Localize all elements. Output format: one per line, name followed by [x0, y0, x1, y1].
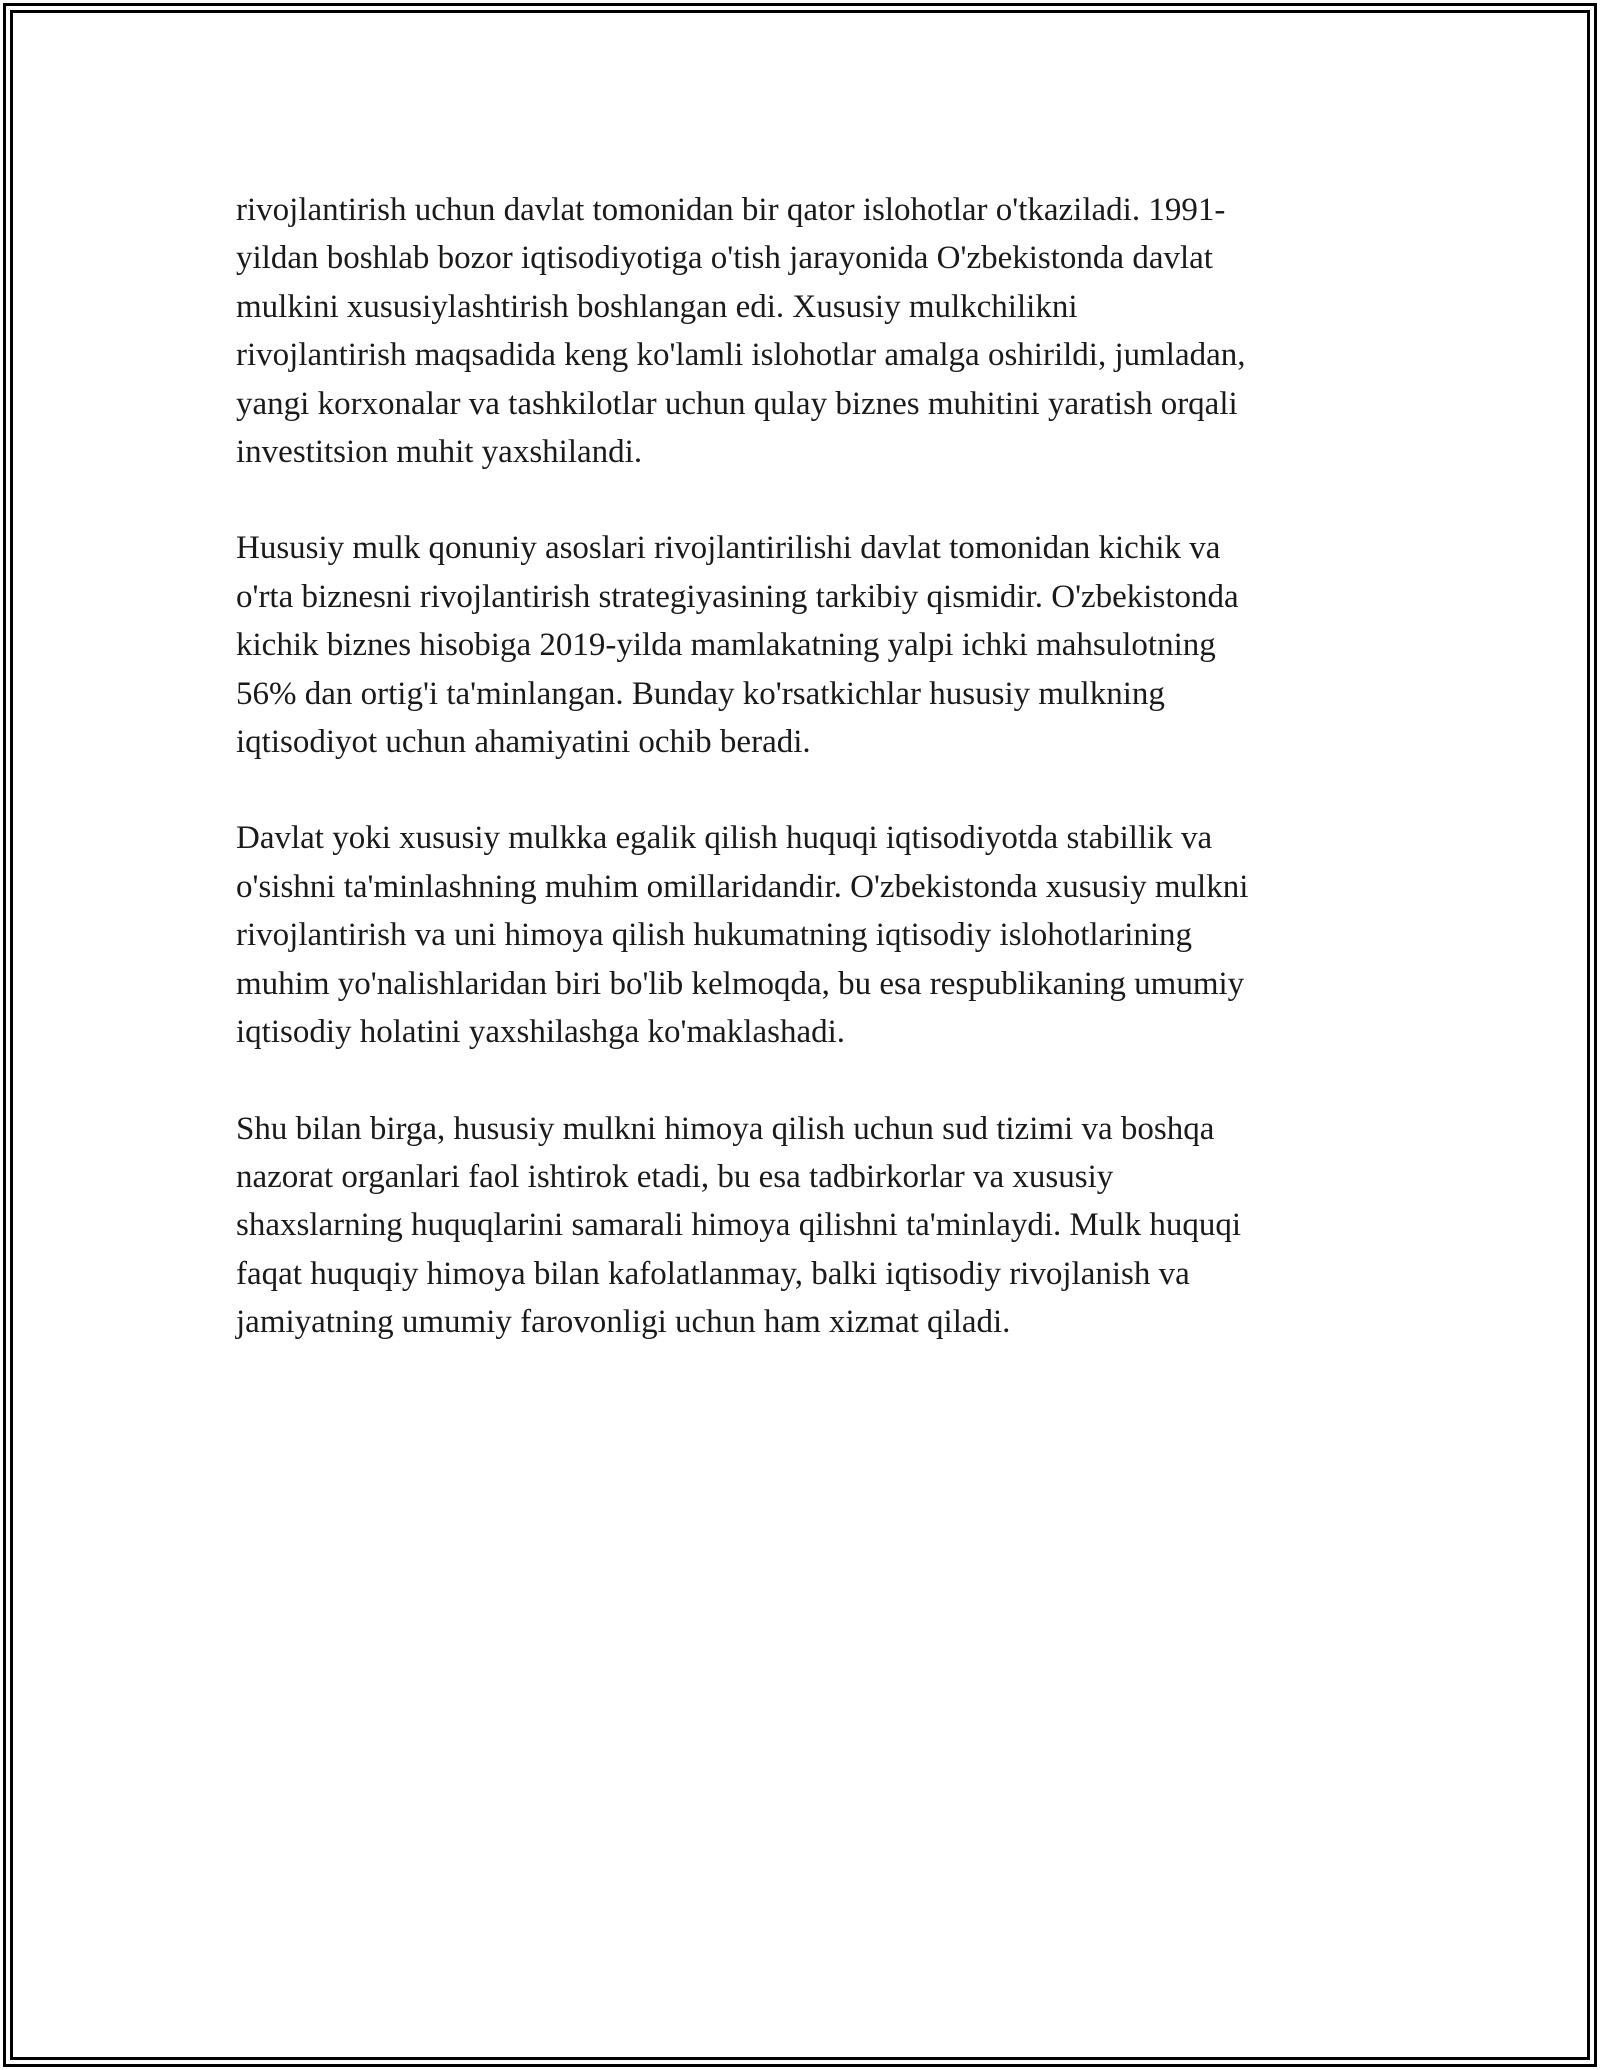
- paragraph-4: Shu bilan birga, hususiy mulkni himoya qilish uchun sud tizimi va boshqa nazorat organlari faol ishtirok etadi, bu esa tadbirkorlar va xususiy shaxslarning huquqlarini samarali himoya qilishni ta'minlaydi. Mulk huquqi faqat huquqiy himoya bilan kafolatlanmay, balki iqtisodiy rivojlanish va jamiyatning umumiy farovonligi uchun ham xizmat qiladi.: [236, 1110, 1241, 1341]
- paragraph-1: rivojlantirish uchun davlat tomonidan bir qator islohotlar o'tkaziladi. 1991- yildan boshlab bozor iqtisodiyotiga o'tish jarayonida O'zbekistonda davlat mulkini xususiylashtirish boshlangan edi. Xususiy mulkchilikni rivojlantirish maqsadida keng ko'lamli islohotlar amalga oshirildi, jumladan, yangi korxonalar va tashkilotlar uchun qulay biznes muhitini yaratish orqali investitsion muhit yaxshilandi.: [236, 192, 1246, 471]
- document-body: [236, 186, 1366, 1395]
- paragraph-3: Davlat yoki xususiy mulkka egalik qilish huquqi iqtisodiyotda stabillik va o'sishni ta'minlashning muhim omillaridandir. O'zbekistonda xususiy mulkni rivojlantirish va uni himoya qilish hukumatning iqtisodiy islohotlarining muhim yo'nalishlaridan biri bo'lib kelmoqda, bu esa respublikaning umumiy iqtisodiy holatini yaxshilashga ko'maklashadi.: [236, 820, 1249, 1051]
- paragraph-2: Hususiy mulk qonuniy asoslari rivojlantirilishi davlat tomonidan kichik va o'rta biznesni rivojlantirish strategiyasining tarkibiy qismidir. O'zbekistonda kichik biznes hisobiga 2019-yilda mamlakatning yalpi ichki mahsulotning 56% dan ortig'i ta'minlangan. Bunday ko'rsatkichlar hususiy mulkning iqtisodiyot uchun ahamiyatini ochib beradi.: [236, 530, 1239, 761]
